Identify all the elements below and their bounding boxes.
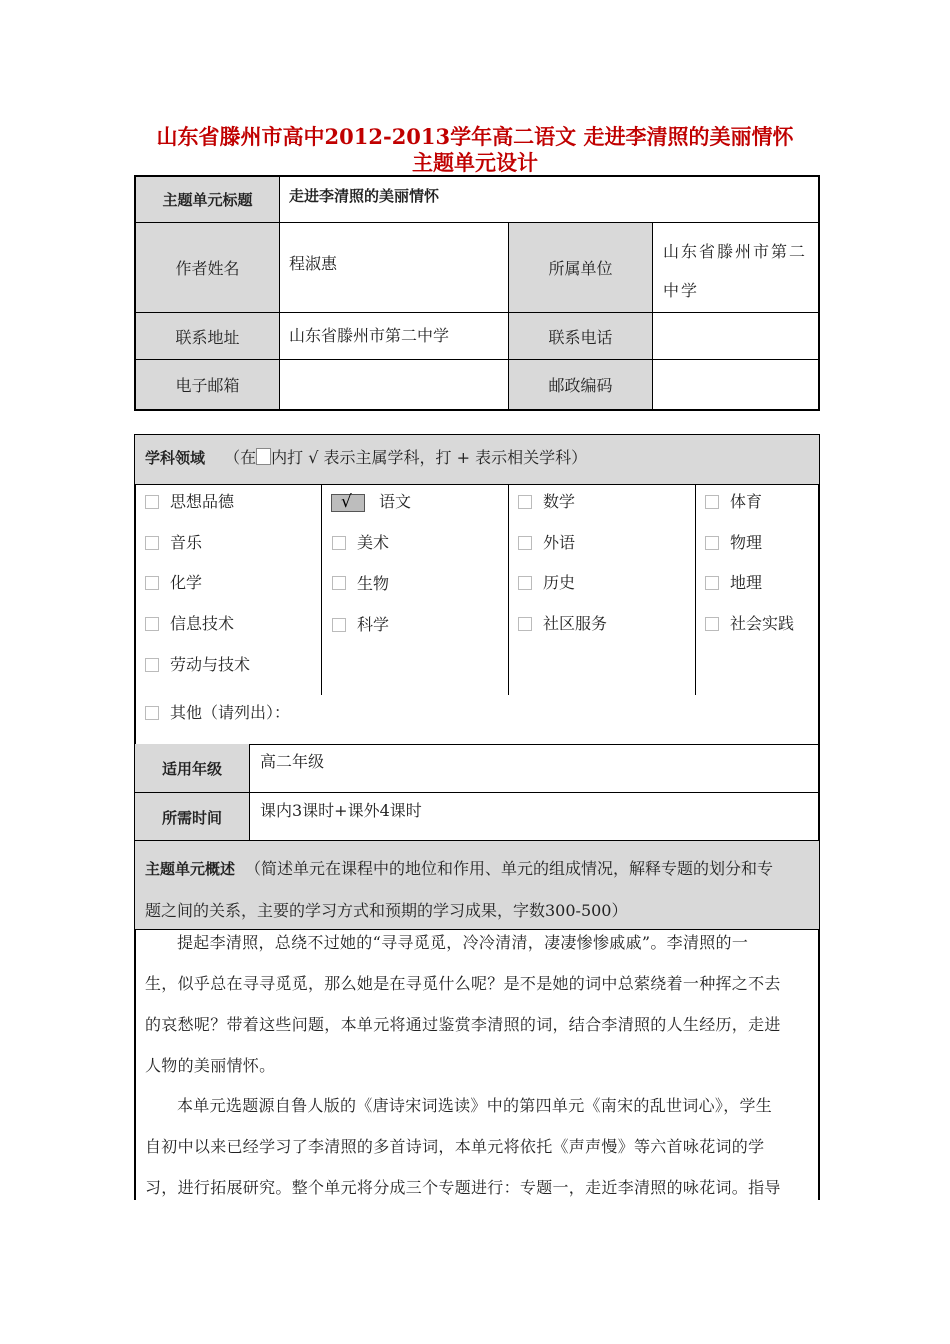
- address-value: 山东省滕州市第二中学: [279, 312, 509, 360]
- subject-label: 物理: [730, 533, 763, 552]
- document-title-line1: 山东省滕州市高中2012-2013学年高二语文 走进李清照的美丽情怀: [156, 124, 794, 149]
- checkbox-shengwu[interactable]: [332, 576, 346, 590]
- subject-label: 生物: [357, 574, 390, 593]
- subject-label: 科学: [357, 615, 390, 634]
- overview-paragraph-2: [145, 1085, 813, 1208]
- address-label: 联系地址: [135, 312, 280, 360]
- checkbox-yuwen-checked[interactable]: [331, 494, 365, 512]
- unit-value-line1: 山东省滕州市第二: [663, 242, 808, 261]
- checkbox-shequfuwu[interactable]: [518, 617, 532, 631]
- checkbox-meishu[interactable]: [332, 536, 346, 550]
- subject-header: [135, 435, 819, 485]
- checkbox-waiyu[interactable]: [518, 536, 532, 550]
- subject-label: 数学: [543, 492, 576, 511]
- check-icon: √: [341, 492, 352, 512]
- time-label: 所需时间: [135, 793, 250, 841]
- subject-label: 化学: [170, 573, 203, 592]
- overview-note-line1: （简述单元在课程中的地位和作用、单元的组成情况，解释专题的划分和专: [245, 859, 774, 878]
- checkbox-shehuishijian[interactable]: [705, 617, 719, 631]
- postcode-label: 邮政编码: [508, 359, 653, 410]
- paragraph-line: 的哀愁呢？带着这些问题，本单元将通过鉴赏李清照的词，结合李清照的人生经历，走进: [145, 1015, 781, 1034]
- phone-value: [652, 312, 819, 360]
- overview-note-line2: 题之间的关系，主要的学习方式和预期的学习成果，字数300-500）: [145, 901, 628, 920]
- checkbox-huaxue[interactable]: [145, 576, 159, 590]
- legend-box-icon: [256, 448, 271, 465]
- author-label: 作者姓名: [135, 222, 280, 313]
- subject-label: 劳动与技术: [170, 655, 251, 674]
- subject-label: 信息技术: [170, 614, 235, 633]
- subject-label: 美术: [357, 533, 390, 552]
- paragraph-line: 自初中以来已经学习了李清照的多首诗词，本单元将依托《声声慢》等六首咏花词的学: [145, 1137, 765, 1156]
- phone-label: 联系电话: [508, 312, 653, 360]
- subject-header-note-pre: （在: [224, 448, 257, 467]
- subject-label: 社区服务: [543, 614, 608, 633]
- checkbox-shuxue[interactable]: [518, 495, 532, 509]
- grade-value: 高二年级: [260, 752, 325, 771]
- author-value: 程淑惠: [279, 222, 509, 313]
- unit-title-value: 走进李清照的美丽情怀: [279, 176, 819, 223]
- paragraph-line: 人物的美丽情怀。: [145, 1056, 276, 1075]
- unit-label: 所属单位: [508, 222, 653, 313]
- checkbox-sixiangpinde[interactable]: [145, 495, 159, 509]
- checkbox-lishi[interactable]: [518, 576, 532, 590]
- postcode-value: [652, 359, 819, 410]
- checkbox-yinyue[interactable]: [145, 536, 159, 550]
- checkbox-dili[interactable]: [705, 576, 719, 590]
- email-label: 电子邮箱: [135, 359, 280, 410]
- time-value: 课内3课时+课外4课时: [260, 801, 422, 820]
- subject-label: 思想品德: [170, 492, 235, 511]
- overview-label: 主题单元概述: [145, 860, 236, 878]
- document-title-line2: 主题单元设计: [412, 150, 538, 175]
- checkbox-xinxijishu[interactable]: [145, 617, 159, 631]
- checkbox-laodong[interactable]: [145, 658, 159, 672]
- subject-label: 外语: [543, 533, 576, 552]
- unit-title-label: 主题单元标题: [135, 176, 280, 223]
- subject-label: 音乐: [170, 533, 203, 552]
- subject-label: 地理: [730, 573, 763, 592]
- email-value: [279, 359, 509, 410]
- overview-paragraph-1: [145, 922, 813, 1086]
- grade-label: 适用年级: [135, 744, 250, 793]
- subject-label: 体育: [730, 492, 763, 511]
- paragraph-line: 生，似乎总在寻寻觅觅，那么她是在寻觅什么呢？是不是她的词中总萦绕着一种挥之不去: [145, 974, 781, 993]
- other-label: 其他（请列出）：: [170, 703, 291, 722]
- subject-header-note-post: 内打 √ 表示主属学科，打 + 表示相关学科）: [271, 448, 588, 467]
- subject-label: 历史: [543, 573, 576, 592]
- checkbox-kexue[interactable]: [332, 618, 346, 632]
- paragraph-line: 提起李清照，总绕不过她的“寻寻觅觅，冷冷清清，凄凄惨惨戚戚”。李清照的一: [177, 933, 749, 952]
- paragraph-line: 本单元选题源自鲁人版的《唐诗宋词选读》中的第四单元《南宋的乱世词心》，学生: [177, 1096, 773, 1115]
- unit-value-line2: 中学: [663, 281, 700, 300]
- unit-value: [652, 222, 819, 313]
- checkbox-other[interactable]: [145, 706, 159, 720]
- subject-label: 语文: [379, 492, 412, 511]
- overview-header-text: [145, 848, 773, 931]
- checkbox-tiyu[interactable]: [705, 495, 719, 509]
- paragraph-line: 习，进行拓展研究。整个单元将分成三个专题进行：专题一，走近李清照的咏花词。指导: [145, 1178, 781, 1197]
- subject-label: 社会实践: [730, 614, 795, 633]
- checkbox-wuli[interactable]: [705, 536, 719, 550]
- subject-header-label: 学科领域: [145, 449, 206, 467]
